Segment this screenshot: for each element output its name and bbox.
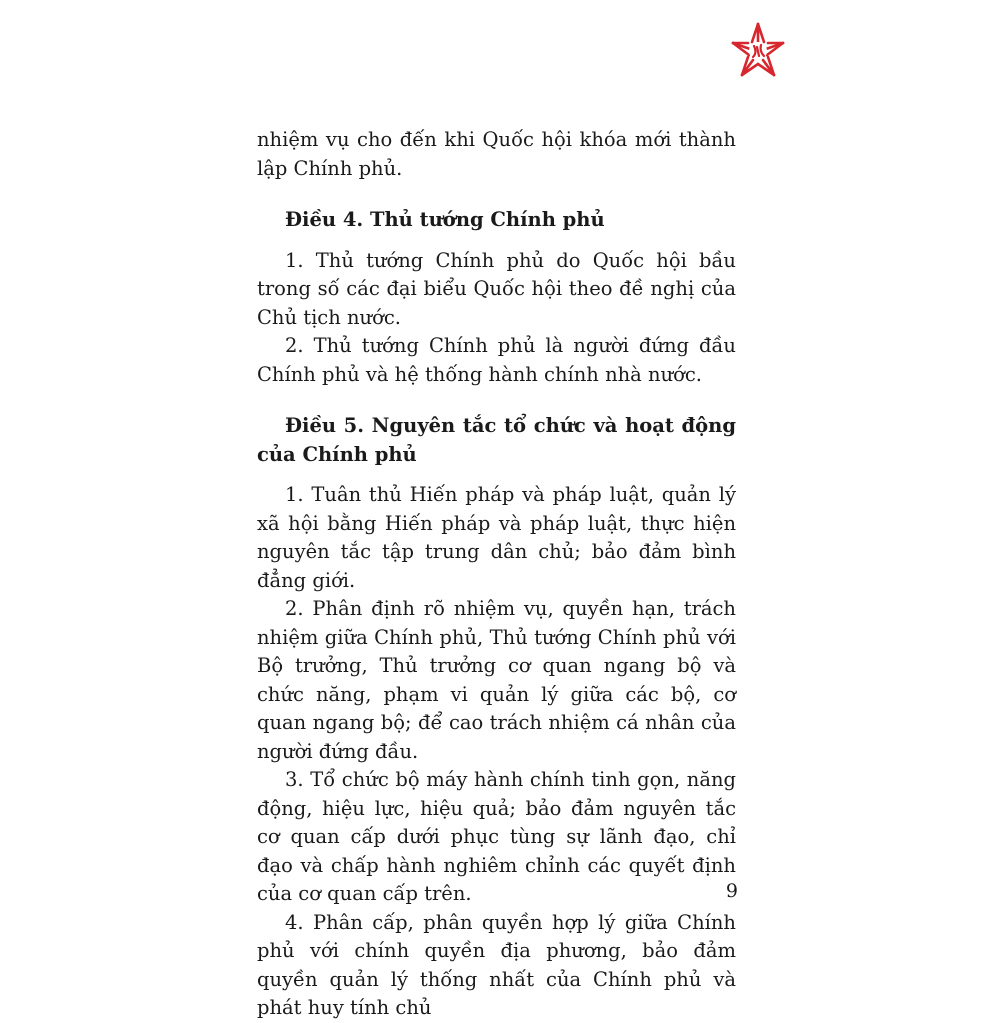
document-body	[257, 126, 736, 1023]
page-number: 9	[725, 880, 738, 902]
red-star-emblem-icon	[728, 20, 788, 80]
article-4-heading: Điều 4. Thủ tướng Chính phủ	[285, 208, 605, 231]
article-4-clause-2: 2. Thủ tướng Chính phủ là người đứng đầu Chính phủ và hệ thống hành chính nhà nước.	[257, 334, 736, 386]
article-5-clause-3: 3. Tổ chức bộ máy hành chính tinh gọn, năng động, hiệu lực, hiệu quả; bảo đảm nguyên tắc cơ quan cấp dưới phục tùng sự lãnh đạo, chỉ đạo và chấp hành nghiêm chỉnh các quyết định của cơ quan cấp trên.	[257, 768, 736, 905]
article-5-heading: Điều 5. Nguyên tắc tổ chức và hoạt động của Chính phủ	[257, 414, 736, 466]
article-5-clause-4: 4. Phân cấp, phân quyền hợp lý giữa Chính phủ với chính quyền địa phương, bảo đảm quyền quản lý thống nhất của Chính phủ và phát huy tính chủ	[257, 910, 736, 1019]
article-5-clause-1: 1. Tuân thủ Hiến pháp và pháp luật, quản lý xã hội bằng Hiến pháp và pháp luật, thực hiện nguyên tắc tập trung dân chủ; bảo đảm bình đẳng giới.	[257, 483, 736, 592]
article-4-clause-1: 1. Thủ tướng Chính phủ do Quốc hội bầu trong số các đại biểu Quốc hội theo đề nghị của Chủ tịch nước.	[257, 248, 736, 329]
logo	[728, 20, 788, 80]
article-5-clause-2: 2. Phân định rõ nhiệm vụ, quyền hạn, trách nhiệm giữa Chính phủ, Thủ tướng Chính phủ với Bộ trưởng, Thủ trưởng cơ quan ngang bộ và chức năng, phạm vi quản lý giữa các bộ, cơ quan ngang bộ; để cao trách nhiệm cá nhân của người đứng đầu.	[257, 597, 736, 763]
paragraph-continuation: nhiệm vụ cho đến khi Quốc hội khóa mới thành lập Chính phủ.	[257, 128, 736, 180]
